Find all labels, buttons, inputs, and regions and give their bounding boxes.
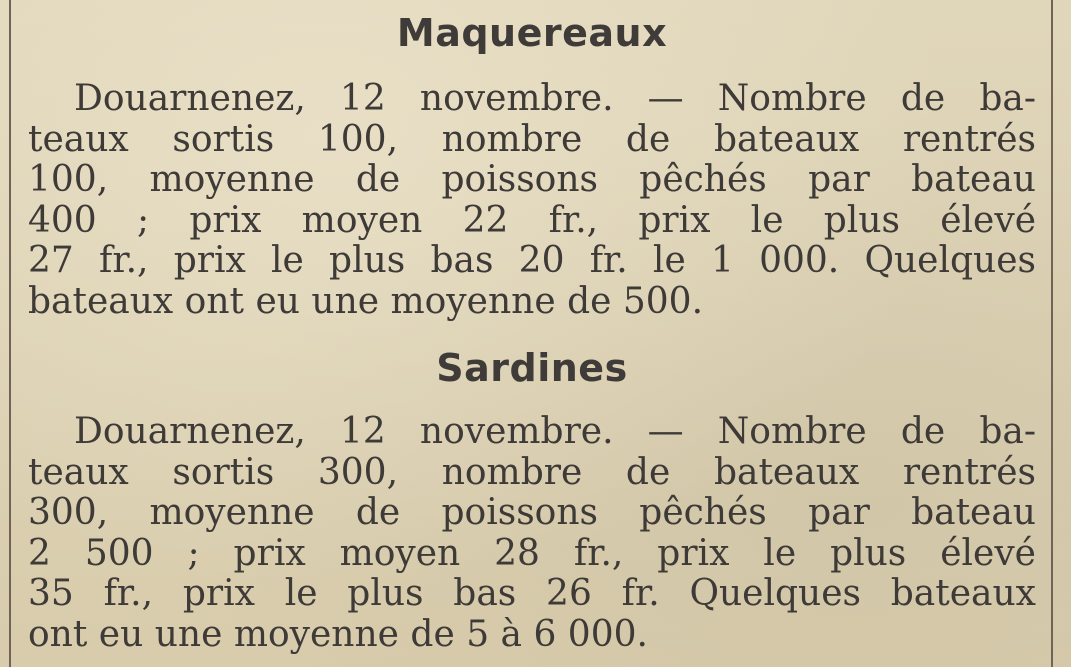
body-line: teaux sortis 300, nombre de bateaux rentrés [28, 451, 1036, 493]
article-body-maquereaux [28, 79, 1036, 322]
column-rule-right [1051, 0, 1053, 667]
body-line: 27 fr., prix le plus bas 20 fr. le 1 000. Quelques [28, 240, 1036, 281]
body-line: bateaux ont eu une moyenne de 500. [28, 280, 704, 322]
body-line: 35 fr., prix le plus bas 26 fr. Quelques bateaux [28, 573, 1036, 614]
body-line: 300, moyenne de poissons pêchés par bateau [28, 492, 1036, 533]
body-line: 100, moyenne de poissons pêchés par bateau [28, 159, 1036, 200]
body-line: ont eu une moyenne de 5 à 6 000. [28, 613, 648, 655]
column-rule-left [9, 0, 11, 667]
body-line: teaux sortis 100, nombre de bateaux rentrés [28, 118, 1036, 160]
body-line: 400 ; prix moyen 22 fr., prix le plus élevé [28, 199, 1036, 241]
article-heading-sardines: Sardines [436, 346, 628, 390]
article-body-sardines [28, 412, 1036, 655]
body-line: Douarnenez, 12 novembre. — Nombre de ba- [74, 78, 1036, 119]
article-heading-maquereaux: Maquereaux [396, 11, 668, 55]
body-line: Douarnenez, 12 novembre. — Nombre de ba- [74, 411, 1036, 452]
body-line: 2 500 ; prix moyen 28 fr., prix le plus élevé [28, 532, 1036, 574]
